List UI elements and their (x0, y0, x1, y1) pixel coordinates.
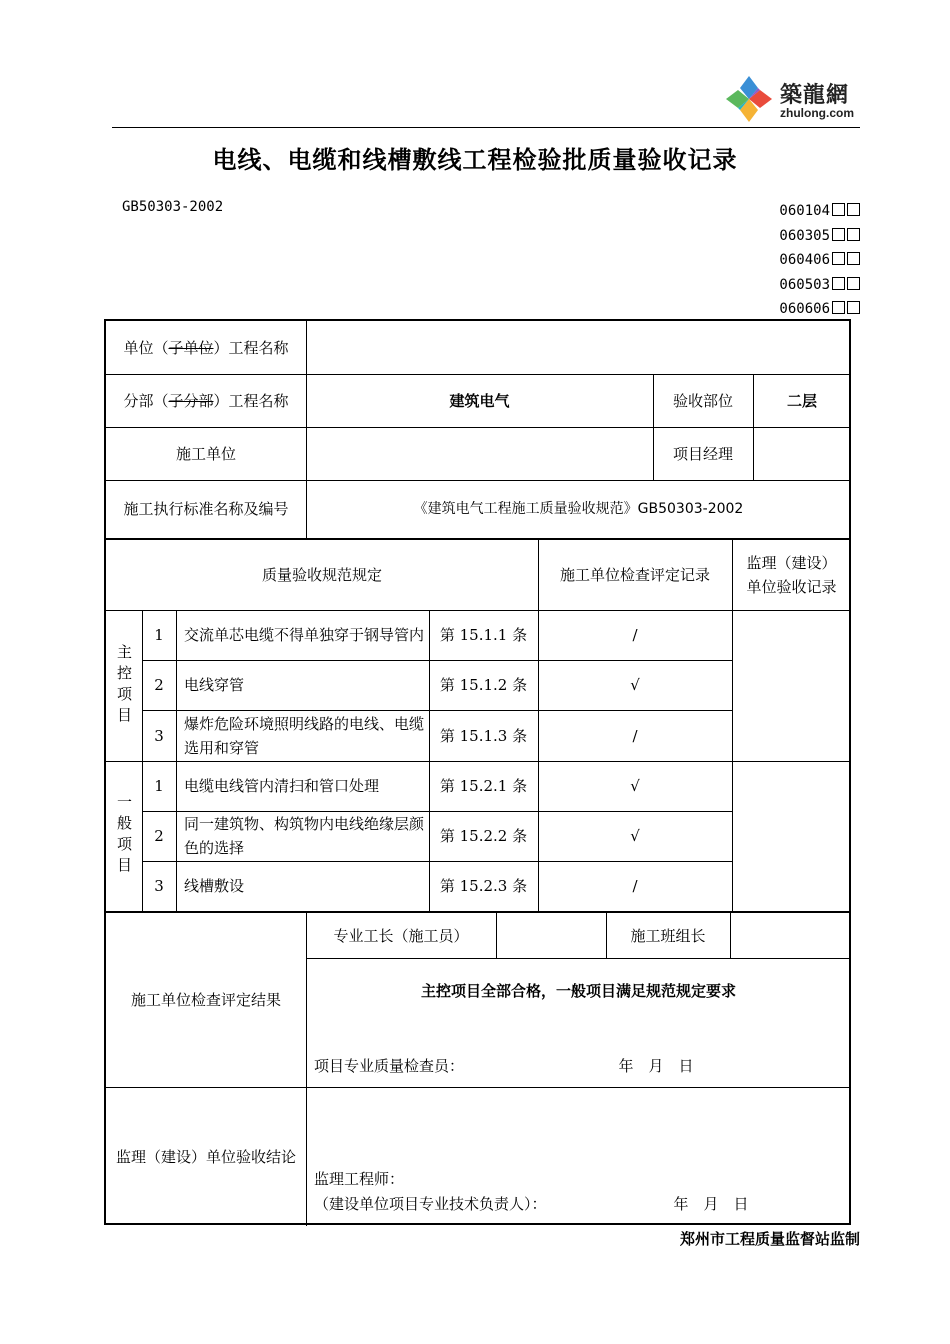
batch-code-item (740, 224, 860, 249)
item-result[interactable]: √ (630, 777, 640, 795)
zhulong-logo (724, 70, 864, 126)
item-clause: 第 15.1.3 条 (439, 726, 528, 745)
zhulong-logo-icon (724, 74, 774, 124)
division-name-label: 分部（子分部）工程名称 (123, 391, 289, 410)
item-result[interactable]: √ (630, 676, 640, 694)
owner-tech-lead-label: （建设单位项目专业技术负责人）： (314, 1195, 547, 1213)
item-number: 1 (154, 777, 164, 795)
logo-name: 築龍網 (780, 83, 850, 108)
item-number: 1 (154, 626, 164, 644)
item-description: 线槽敷设 (184, 877, 245, 895)
standard-code: GB50303-2002 (122, 199, 224, 215)
checkbox-icon (847, 203, 860, 216)
item-clause: 第 15.1.2 条 (439, 676, 528, 694)
main-items-supervisor-record[interactable] (732, 610, 851, 761)
item-clause: 第 15.1.1 条 (439, 626, 528, 644)
checkbox-icon (832, 252, 845, 265)
item-result[interactable]: / (632, 626, 638, 644)
item-number: 2 (154, 827, 164, 845)
item-number: 3 (154, 877, 164, 895)
batch-code-item (740, 273, 860, 298)
item-clause: 第 15.2.1 条 (439, 777, 528, 795)
page-title: 电线、电缆和线槽敷线工程检验批质量验收记录 (212, 146, 738, 174)
project-manager-label: 项目经理 (672, 444, 733, 463)
item-description: 爆炸危险环境照明线路的电线、电缆选用和穿管 (184, 714, 425, 757)
acceptance-part-value[interactable]: 二层 (786, 391, 817, 410)
main-items-group-label: 主控项目 (115, 643, 133, 728)
supervisor-result-label: 监理（建设）单位验收结论 (115, 1148, 296, 1166)
header-rule (112, 127, 860, 128)
batch-code-item (740, 248, 860, 273)
item-result[interactable]: / (632, 726, 638, 745)
exec-standard-label: 施工执行标准名称及编号 (123, 500, 289, 518)
contractor-date[interactable]: 年 月 日 (618, 1057, 694, 1075)
contractor-value[interactable] (306, 427, 653, 480)
unit-name-value[interactable] (306, 321, 851, 374)
footer-issuer: 郑州市工程质量监督站监制 (679, 1230, 860, 1248)
supervisor-record-header: 监理（建设）单位验收记录 (746, 554, 837, 596)
logo-domain: zhulong.com (780, 106, 854, 120)
checkbox-icon (832, 228, 845, 241)
batch-code: 060104 (779, 203, 830, 219)
item-number: 2 (154, 676, 164, 694)
checkbox-icon (832, 301, 845, 314)
record-table (104, 319, 851, 1225)
checkbox-icon (847, 228, 860, 241)
general-items-supervisor-record[interactable] (732, 761, 851, 911)
batch-code: 060305 (779, 227, 830, 244)
unit-name-label: 单位（子单位）工程名称 (123, 338, 289, 357)
batch-code-list (740, 199, 860, 322)
supervisor-date[interactable]: 年 月 日 (673, 1195, 749, 1213)
item-number: 3 (154, 726, 164, 745)
team-leader-label: 施工班组长 (630, 926, 706, 945)
general-items-group-label: 一般项目 (115, 794, 133, 878)
acceptance-part-label: 验收部位 (672, 391, 733, 410)
item-description: 电线穿管 (184, 676, 245, 694)
spec-column-header: 质量验收规范规定 (261, 566, 382, 584)
checkbox-icon (847, 277, 860, 290)
team-leader-value[interactable] (730, 913, 851, 958)
item-description: 交流单芯电缆不得单独穿于钢导管内 (184, 626, 425, 644)
checkbox-icon (832, 277, 845, 290)
exec-standard-value[interactable]: 《建筑电气工程施工质量验收规范》GB50303-2002 (413, 501, 744, 517)
supervisor-engineer-label: 监理工程师： (314, 1170, 405, 1188)
division-name-value[interactable]: 建筑电气 (449, 391, 510, 410)
item-clause: 第 15.2.2 条 (439, 827, 528, 845)
checkbox-icon (847, 252, 860, 265)
item-description: 电缆电线管内清扫和管口处理 (184, 777, 380, 795)
foreman-label: 专业工长（施工员） (333, 926, 469, 945)
checkbox-icon (847, 301, 860, 314)
batch-code: 060406 (779, 252, 830, 268)
foreman-value[interactable] (496, 913, 606, 958)
item-result[interactable]: / (632, 877, 638, 895)
contractor-result-label: 施工单位检查评定结果 (130, 991, 281, 1009)
batch-code-item (740, 199, 860, 224)
item-clause: 第 15.2.3 条 (439, 877, 528, 895)
batch-code-item (740, 297, 860, 322)
checkbox-icon (832, 203, 845, 216)
batch-code: 060606 (779, 301, 830, 317)
contractor-record-header: 施工单位检查评定记录 (559, 566, 710, 584)
item-description: 同一建筑物、构筑物内电线绝缘层颜色的选择 (184, 815, 425, 857)
project-manager-value[interactable] (753, 427, 851, 480)
item-result[interactable]: √ (630, 827, 640, 845)
batch-code: 060503 (779, 276, 830, 293)
contractor-conclusion[interactable]: 主控项目全部合格，一般项目满足规范规定要求 (420, 982, 736, 1000)
quality-inspector-label: 项目专业质量检查员： (314, 1057, 465, 1075)
contractor-label: 施工单位 (175, 444, 236, 463)
